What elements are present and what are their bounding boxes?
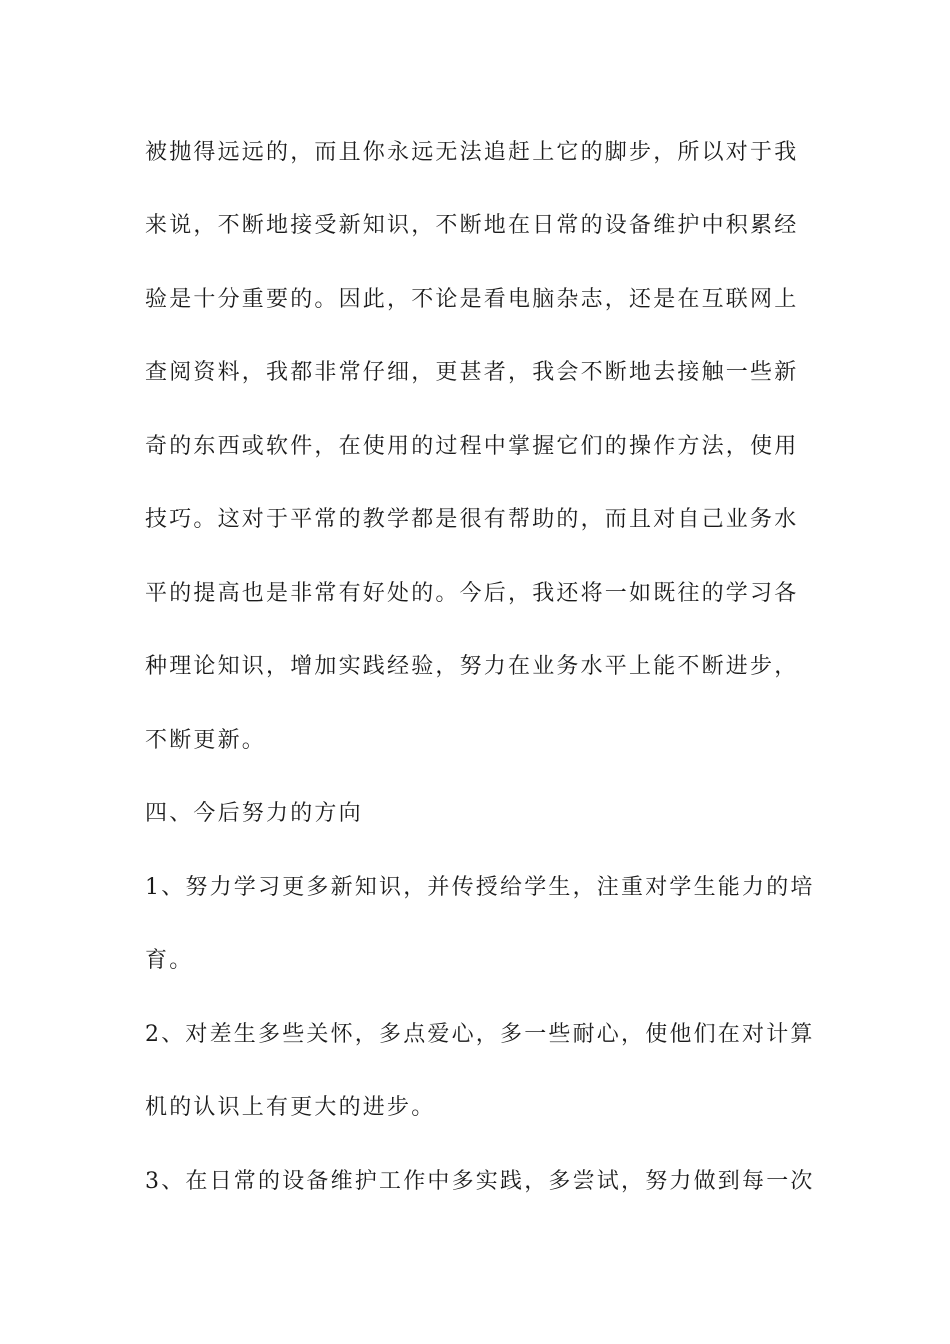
paragraph-line-8: 种理论知识，增加实践经验，努力在业务水平上能不断进步，: [145, 654, 799, 679]
paragraph-line-1: 被抛得远远的，而且你永远无法追赶上它的脚步，所以对于我: [145, 140, 799, 165]
paragraph-line-7: 平的提高也是非常有好处的。今后，我还将一如既往的学习各: [145, 581, 799, 606]
paragraph-line-4: 查阅资料，我都非常仔细，更甚者，我会不断地去接触一些新: [145, 360, 799, 385]
paragraph-line-5: 奇的东西或软件，在使用的过程中掌握它们的操作方法，使用: [145, 434, 799, 459]
list-item-3-line-1: 3、在日常的设备维护工作中多实践，多尝试，努力做到每一次: [145, 1169, 815, 1194]
paragraph-line-2: 来说，不断地接受新知识，不断地在日常的设备维护中积累经: [145, 213, 799, 238]
paragraph-line-6: 技巧。这对于平常的教学都是很有帮助的，而且对自己业务水: [145, 507, 799, 532]
paragraph-line-9: 不断更新。: [145, 728, 267, 753]
list-item-2-line-2: 机的认识上有更大的进步。: [145, 1095, 436, 1120]
list-item-2-line-1: 2、对差生多些关怀，多点爱心，多一些耐心，使他们在对计算: [145, 1022, 815, 1047]
list-item-1-line-1: 1、努力学习更多新知识，并传授给学生，注重对学生能力的培: [145, 875, 815, 900]
paragraph-line-3: 验是十分重要的。因此，不论是看电脑杂志，还是在互联网上: [145, 287, 799, 312]
section-heading: 四、今后努力的方向: [145, 801, 363, 826]
list-item-1-line-2: 育。: [145, 948, 194, 973]
